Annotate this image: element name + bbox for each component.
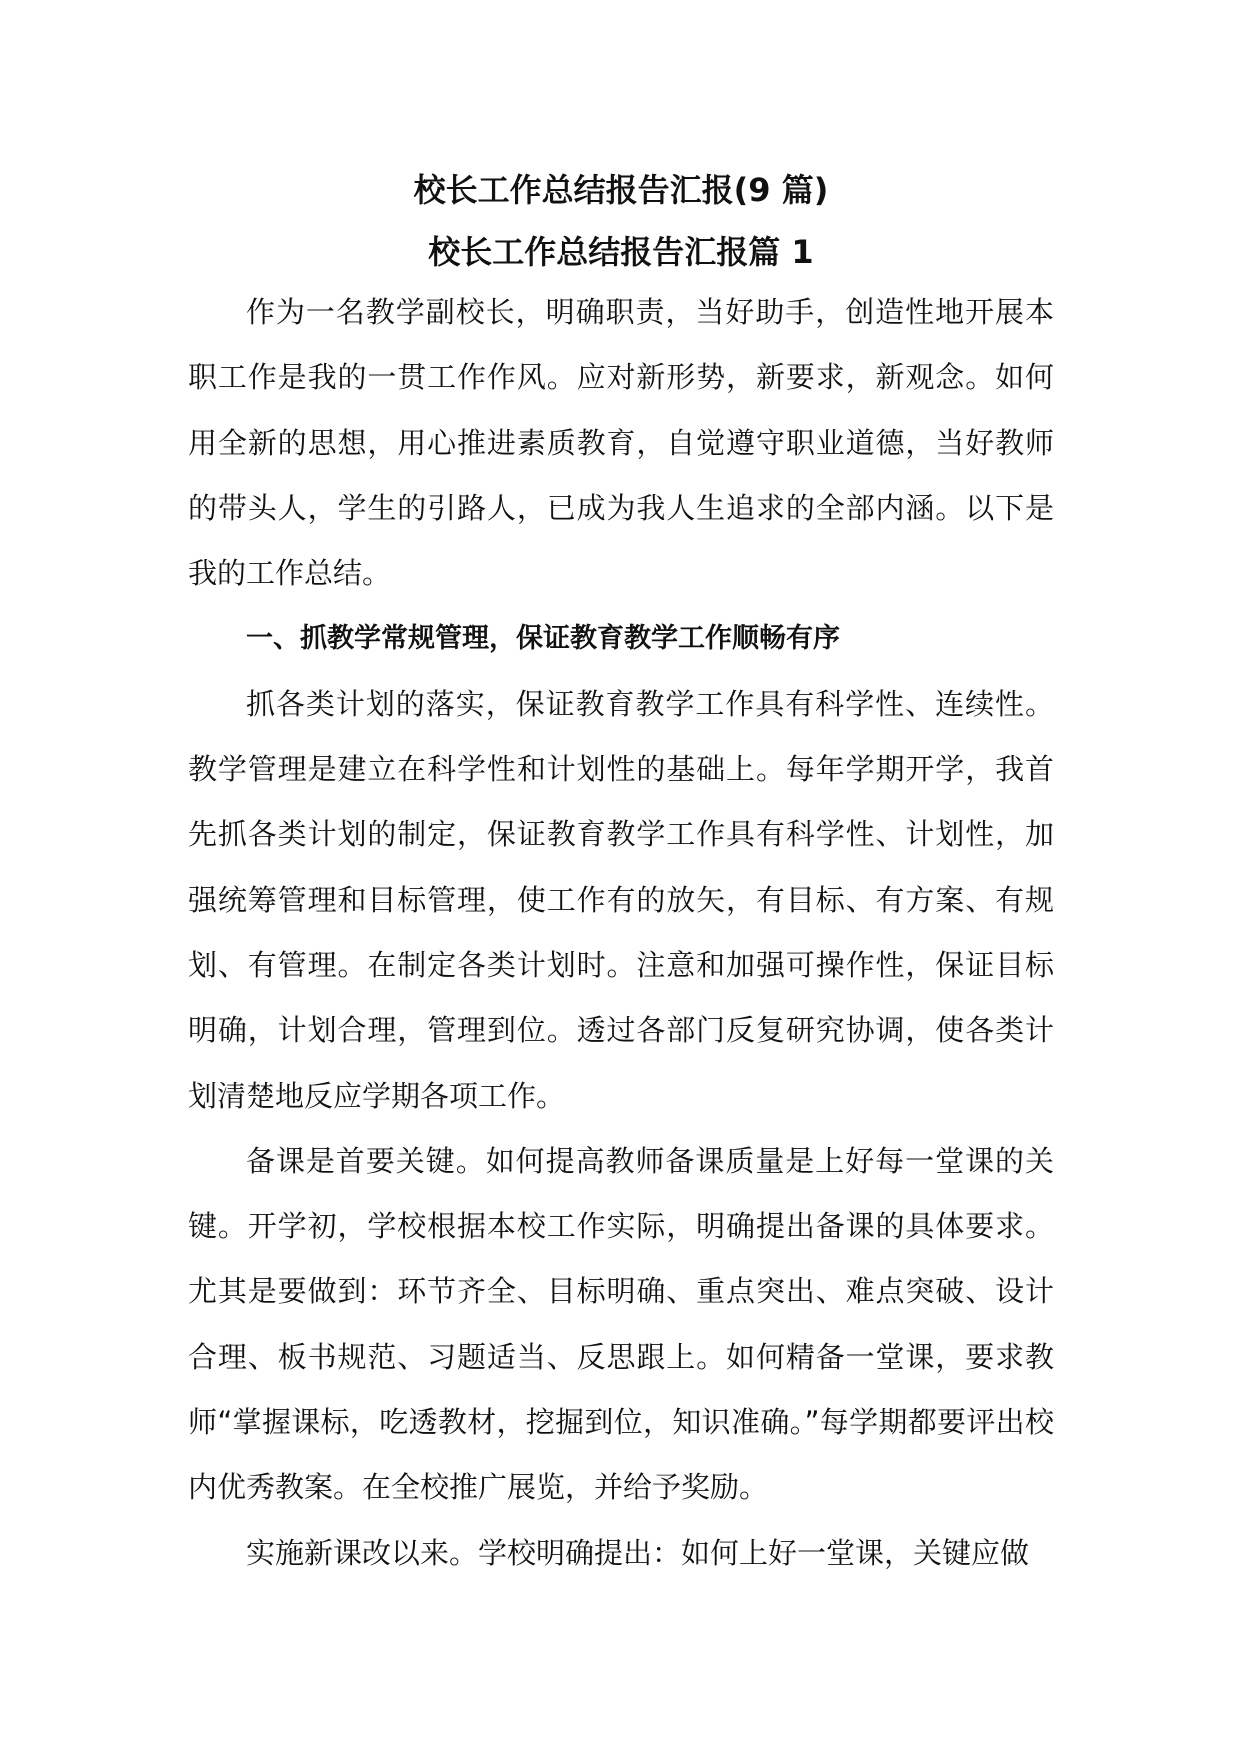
section-heading-1: 一、抓教学常规管理，保证教育教学工作顺畅有序	[246, 623, 840, 655]
paragraph-intro: 作为一名教学副校长，明确职责，当好助手，创造性地开展本职工作是我的一贯工作作风。应对新形势，新要求，新观念。如何用全新的思想，用心推进素质教育，自觉遵守职业道德，当好教师的带头人，学生的引路人，已成为我人生追求的全部内涵。以下是我的工作总结。	[188, 295, 1054, 591]
paragraph-lesson-prep: 备课是首要关键。如何提高教师备课质量是上好每一堂课的关键。开学初，学校根据本校工作实际，明确提出备课的具体要求。尤其是要做到：环节齐全、目标明确、重点突出、难点突破、设计合理、板书规范、习题适当、反思跟上。如何精备一堂课，要求教师“掌握课标，吃透教材，挖掘到位，知识准确。”每学期都要评出校内优秀教案。在全校推广展览，并给予奖励。	[188, 1143, 1054, 1505]
paragraph-curriculum-reform: 实施新课改以来。学校明确提出：如何上好一堂课，关键应做	[246, 1535, 1030, 1570]
document-title: 校长工作总结报告汇报(9 篇)	[413, 171, 829, 209]
document-subtitle: 校长工作总结报告汇报篇 1	[428, 233, 814, 271]
paragraph-plans: 抓各类计划的落实，保证教育教学工作具有科学性、连续性。教学管理是建立在科学性和计划性的基础上。每年学期开学，我首先抓各类计划的制定，保证教育教学工作具有科学性、计划性，加强统筹管理和目标管理，使工作有的放矢，有目标、有方案、有规划、有管理。在制定各类计划时。注意和加强可操作性，保证目标明确，计划合理，管理到位。透过各部门反复研究协调，使各类计划清楚地反应学期各项工作。	[188, 686, 1054, 1113]
document-page	[188, 170, 1054, 1586]
